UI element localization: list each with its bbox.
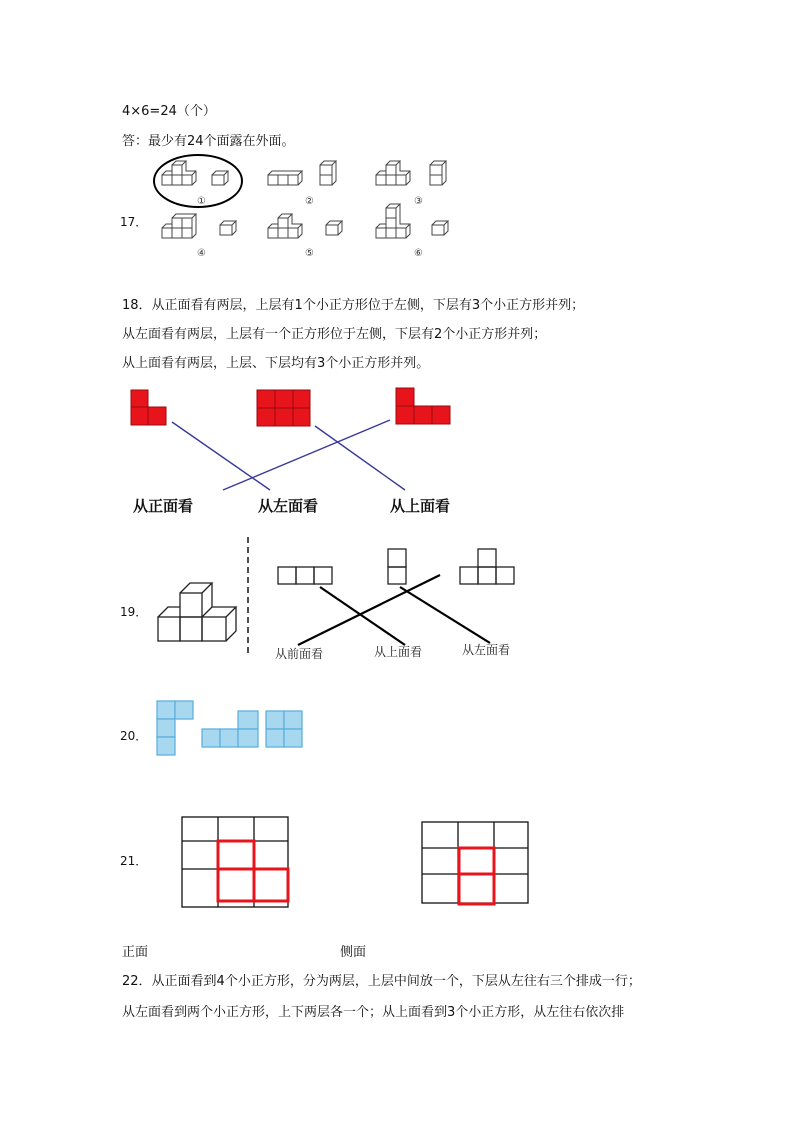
q22-line-1: 22．从正面看到4个小正方形，分为两层，上层中间放一个，下层从左往右三个排成一行； bbox=[122, 974, 641, 989]
q21-label-front: 正面 bbox=[122, 945, 149, 960]
q19-link-3 bbox=[400, 587, 490, 643]
q19-view-row3 bbox=[278, 567, 332, 584]
q17-shape-1a bbox=[162, 161, 196, 185]
q19-view-tshape bbox=[460, 549, 514, 584]
q20-number: 20． bbox=[120, 729, 148, 743]
q18-line-3: 从上面看有两层，上层、下层均有3个小正方形并列。 bbox=[122, 356, 430, 371]
q20-figure bbox=[150, 695, 320, 765]
q20-shape-3 bbox=[266, 711, 302, 747]
q20-shape-1 bbox=[157, 701, 193, 755]
q17-shape-3a bbox=[376, 161, 410, 185]
q17-figure bbox=[150, 155, 480, 260]
q17-shape-4a bbox=[162, 214, 196, 238]
q18-label-top: 从上面看 bbox=[390, 497, 451, 515]
q17-shape-4b bbox=[220, 221, 236, 235]
q18-line-2: 从左面看有两层，上层有一个正方形位于左侧，下层有2个小正方形并列； bbox=[122, 327, 547, 342]
q17-shape-2a bbox=[268, 171, 302, 185]
q17-shape-6a bbox=[376, 204, 410, 238]
q21-side-grid bbox=[422, 822, 528, 903]
q18-link-3 bbox=[315, 426, 405, 490]
q19-solid-shape bbox=[158, 583, 236, 641]
q18-figure bbox=[120, 380, 480, 520]
q20-shape-2 bbox=[202, 711, 258, 747]
q21-number: 21． bbox=[120, 854, 148, 868]
q22-line-2: 从左面看到两个小正方形，上下两层各一个；从上面看到3个小正方形，从左往右依次排 bbox=[122, 1005, 625, 1020]
q19-view-stack2 bbox=[388, 549, 406, 584]
answer-line: 答：最少有24个面露在外面。 bbox=[122, 134, 295, 149]
q19-number: 19． bbox=[120, 605, 148, 619]
q17-shape-3b bbox=[430, 161, 446, 185]
q19-label-front: 从前面看 bbox=[275, 647, 324, 661]
q17-label-6: ⑥ bbox=[414, 248, 423, 259]
q19-link-1 bbox=[320, 587, 405, 645]
q17-number: 17． bbox=[120, 215, 148, 229]
q17-label-1: ① bbox=[197, 196, 206, 207]
q18-label-front: 从正面看 bbox=[133, 497, 194, 515]
q18-top-view-shape bbox=[396, 388, 450, 424]
q21-front-grid bbox=[182, 817, 288, 907]
q18-label-left: 从左面看 bbox=[258, 497, 319, 515]
q21-figure bbox=[170, 810, 550, 915]
q18-line-1: 18．从正面看有两层，上层有1个小正方形位于左侧，下层有3个小正方形并列； bbox=[122, 298, 585, 313]
q17-shape-5a bbox=[268, 214, 302, 238]
q17-shape-2b bbox=[320, 161, 336, 185]
q18-left-view-shape bbox=[257, 390, 310, 426]
q21-front-highlight bbox=[218, 841, 288, 901]
q18-link-2 bbox=[223, 420, 390, 490]
q18-link-1 bbox=[172, 422, 270, 490]
q17-label-2: ② bbox=[305, 196, 314, 207]
q21-label-side: 侧面 bbox=[340, 945, 367, 960]
q17-shape-1b bbox=[212, 171, 228, 185]
q18-front-view-shape bbox=[131, 390, 166, 425]
q17-label-3: ③ bbox=[414, 196, 423, 207]
q17-shape-5b bbox=[326, 221, 342, 235]
q21-side-highlight bbox=[459, 848, 494, 904]
calc-line: 4×6=24（个） bbox=[122, 104, 216, 119]
q19-label-left: 从左面看 bbox=[462, 643, 511, 657]
q17-label-4: ④ bbox=[197, 248, 206, 259]
q19-link-2 bbox=[298, 575, 440, 645]
q19-figure bbox=[150, 535, 530, 665]
q17-shape-6b bbox=[432, 221, 448, 235]
q17-label-5: ⑤ bbox=[305, 248, 314, 259]
q19-label-top: 从上面看 bbox=[374, 645, 423, 659]
